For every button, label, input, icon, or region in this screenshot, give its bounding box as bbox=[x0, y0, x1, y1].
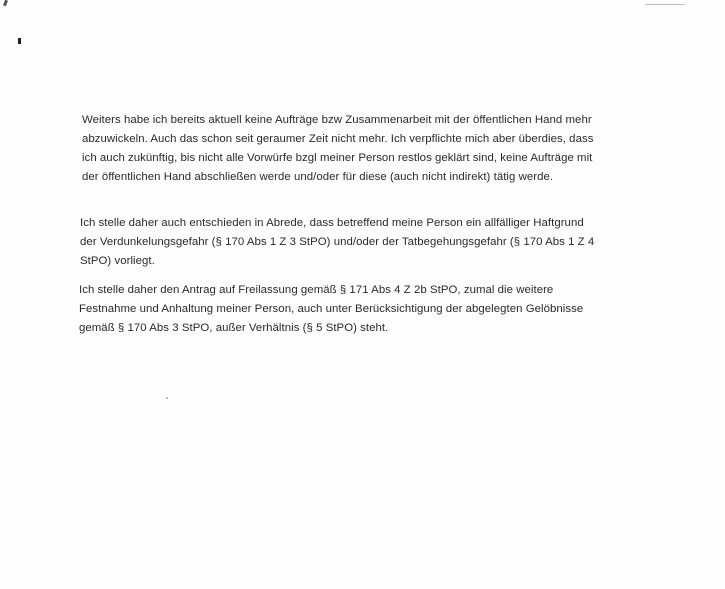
text-line: Festnahme und Anhaltung meiner Person, auch unter Berücksichtigung der abgelegten Gelöbnisse bbox=[79, 303, 584, 315]
text-line: Weiters habe ich bereits aktuell keine Aufträge bzw Zusammenarbeit mit der öffentlichen Hand mehr bbox=[82, 114, 592, 126]
paragraph bbox=[82, 111, 593, 187]
scan-mark bbox=[645, 0, 685, 5]
scan-speck bbox=[166, 397, 168, 399]
text-line: Ich stelle daher den Antrag auf Freilassung gemäß § 171 Abs 4 Z 2b StPO, zumal die weitere bbox=[79, 284, 554, 296]
text-line: ich auch zukünftig, bis nicht alle Vorwürfe bzgl meiner Person restlos geklärt sind, keine Aufträge mit bbox=[82, 152, 593, 164]
scan-mark bbox=[18, 38, 21, 44]
text-line: Ich stelle daher auch entschieden in Abrede, dass betreffend meine Person ein allfälliger Haftgrund bbox=[80, 217, 584, 229]
paragraph bbox=[80, 214, 594, 271]
text-line: gemäß § 170 Abs 3 StPO, außer Verhältnis (§ 5 StPO) steht. bbox=[79, 322, 389, 334]
text-line: StPO) vorliegt. bbox=[80, 255, 155, 267]
scan-mark bbox=[3, 0, 8, 6]
text-line: abzuwickeln. Auch das schon seit geraumer Zeit nicht mehr. Ich verpflichte mich aber überdies, dass bbox=[82, 133, 594, 145]
paragraph bbox=[79, 281, 583, 338]
text-line: der Verdunkelungsgefahr (§ 170 Abs 1 Z 3 StPO) und/oder der Tatbegehungsgefahr (§ 170 Abs 1 Z 4 bbox=[80, 236, 595, 248]
text-line: der öffentlichen Hand abschließen werde und/oder für diese (auch nicht indirekt) tätig werde. bbox=[82, 171, 554, 183]
